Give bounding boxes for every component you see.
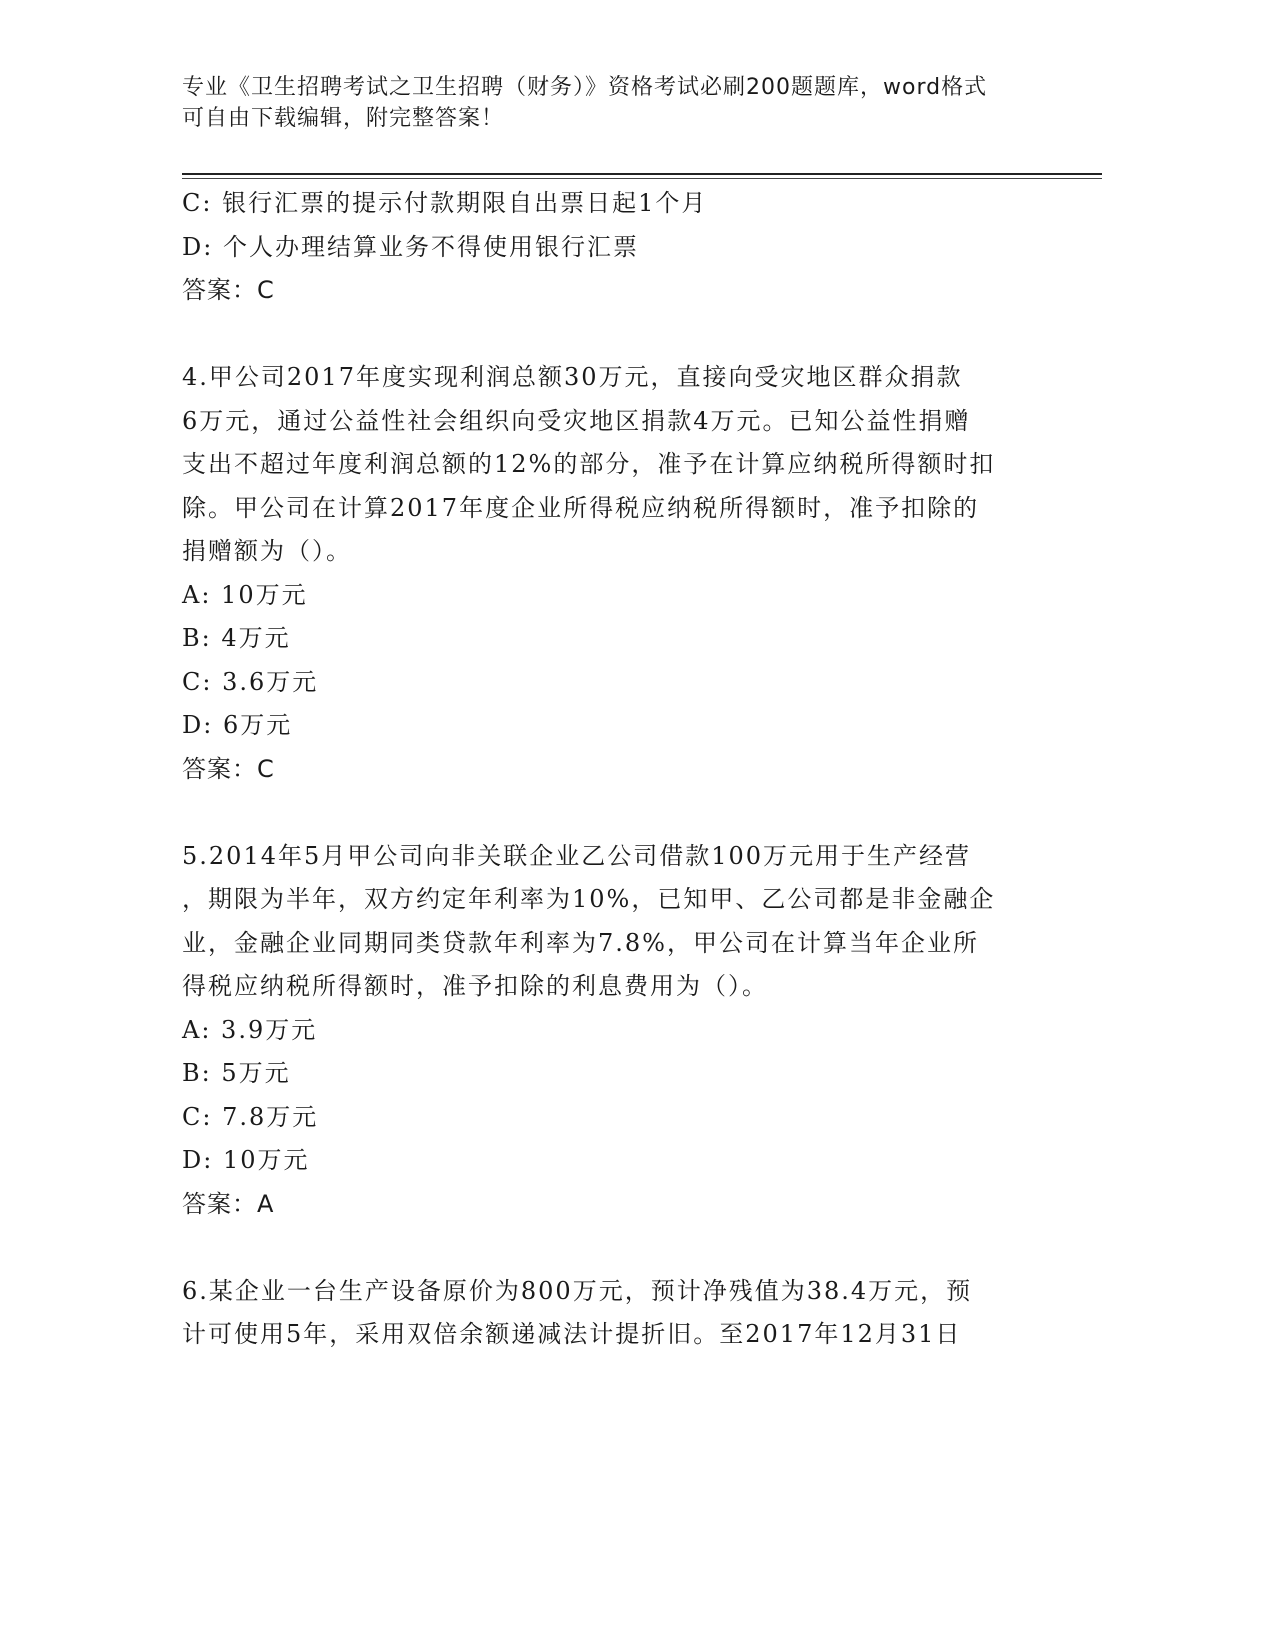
option-a: A: 10万元 — [182, 580, 308, 609]
header-line-1: 专业《卫生招聘考试之卫生招聘（财务）》资格考试必刷200题题库，word格式 — [182, 75, 988, 100]
question-stem-line: 除。甲公司在计算2017年度企业所得税应纳税所得额时，准予扣除的 — [182, 493, 980, 522]
option-c: C: 银行汇票的提示付款期限自出票日起1个月 — [182, 189, 708, 217]
header-divider-thick — [182, 173, 1102, 175]
answer: 答案：C — [182, 754, 275, 783]
question-stem-line: 4.甲公司2017年度实现利润总额30万元，直接向受灾地区群众捐款 — [182, 363, 963, 391]
option-b: B: 5万元 — [182, 1059, 291, 1087]
header-divider-thin — [182, 178, 1102, 179]
option-d: D: 10万元 — [182, 1146, 310, 1174]
spacer — [182, 791, 1047, 835]
question-4 — [182, 356, 1047, 791]
question-stem-line: 业，金融企业同期同类贷款年利率为7.8%，甲公司在计算当年企业所 — [182, 928, 979, 957]
option-c: C: 3.6万元 — [182, 667, 319, 696]
document-header — [182, 72, 1082, 134]
question-stem-line: 6万元，通过公益性社会组织向受灾地区捐款4万元。已知公益性捐赠 — [182, 406, 971, 435]
question-stem-line: 捐赠额为（）。 — [182, 537, 352, 565]
question-stem-line: 6.某企业一台生产设备原价为800万元，预计净残值为38.4万元，预 — [182, 1276, 973, 1305]
option-d: D: 6万元 — [182, 711, 293, 739]
header-line-2: 可自由下载编辑，附完整答案！ — [182, 106, 505, 131]
question-content — [182, 182, 1047, 1357]
answer: 答案：A — [182, 1189, 275, 1218]
spacer — [182, 1226, 1047, 1270]
question-3 — [182, 182, 1047, 313]
question-stem-line: ，期限为半年，双方约定年利率为10%，已知甲、乙公司都是非金融企 — [182, 885, 996, 913]
question-6 — [182, 1270, 1047, 1357]
option-a: A: 3.9万元 — [182, 1015, 318, 1044]
option-b: B: 4万元 — [182, 624, 291, 652]
answer: 答案：C — [182, 276, 275, 304]
question-stem-line: 计可使用5年，采用双倍余额递减法计提折旧。至2017年12月31日 — [182, 1320, 962, 1348]
option-c: C: 7.8万元 — [182, 1102, 319, 1131]
question-stem-line: 得税应纳税所得额时，准予扣除的利息费用为（）。 — [182, 972, 768, 1000]
question-stem-line: 5.2014年5月甲公司向非关联企业乙公司借款100万元用于生产经营 — [182, 841, 972, 870]
spacer — [182, 313, 1047, 357]
question-stem-line: 支出不超过年度利润总额的12%的部分，准予在计算应纳税所得额时扣 — [182, 450, 996, 478]
question-5 — [182, 835, 1047, 1227]
option-d: D: 个人办理结算业务不得使用银行汇票 — [182, 232, 639, 261]
